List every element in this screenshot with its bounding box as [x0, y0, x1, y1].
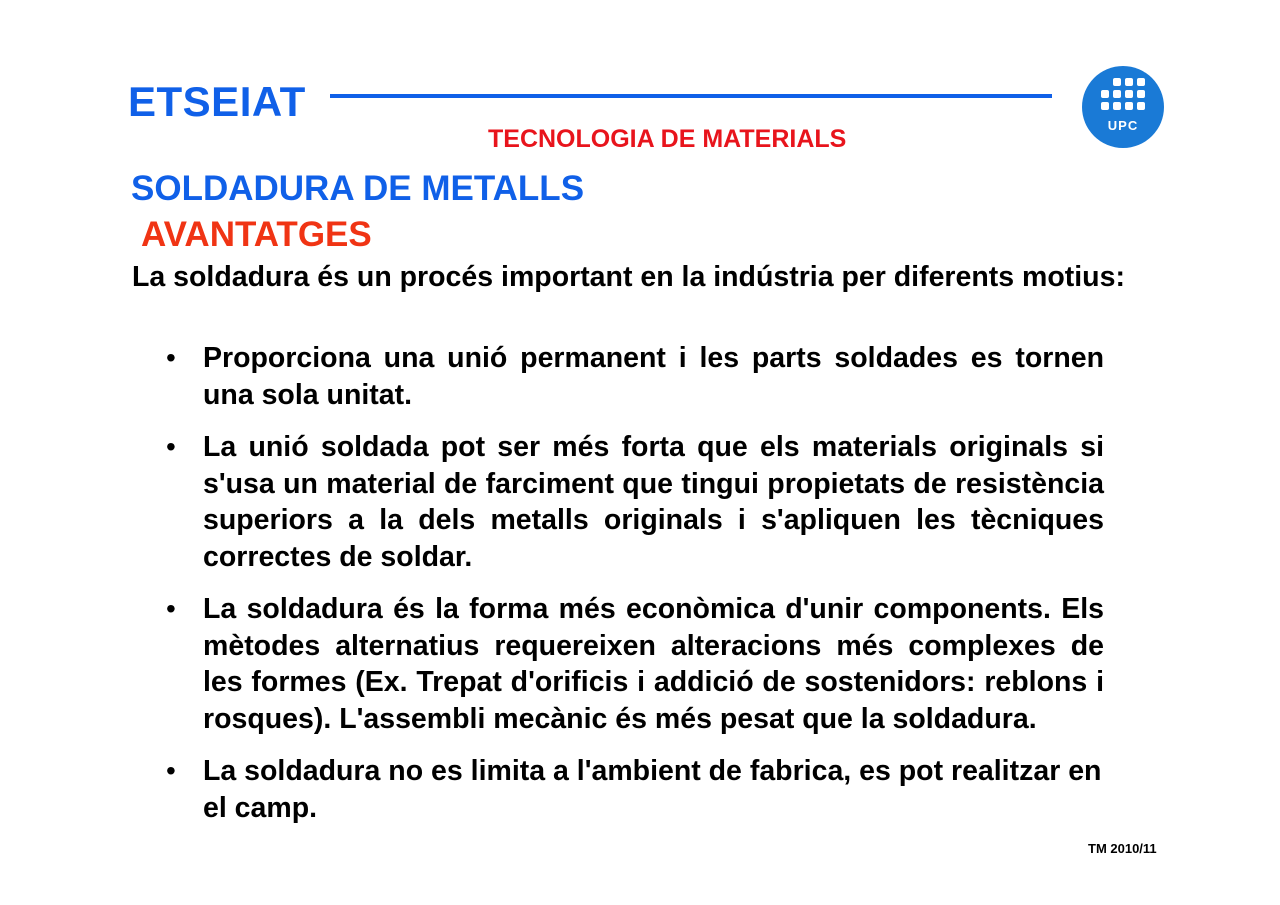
- bullet-icon: •: [166, 342, 176, 373]
- footer-label: TM 2010/11: [1088, 841, 1157, 856]
- list-item-text: La soldadura no es limita a l'ambient de fabrica, es pot realitzar en el camp.: [203, 755, 1102, 824]
- list-item-text: Proporciona una unió permanent i les parts soldades es tornen una sola unitat.: [203, 342, 1104, 411]
- list-item: [166, 340, 1104, 413]
- logo-dot-grid: [1101, 78, 1145, 114]
- header-rule: [330, 94, 1052, 98]
- bullet-icon: •: [166, 431, 176, 462]
- list-item: [166, 753, 1104, 826]
- upc-logo: [1082, 66, 1164, 148]
- advantages-list: [166, 340, 1104, 842]
- list-item: [166, 429, 1104, 575]
- bullet-icon: •: [166, 593, 176, 624]
- intro-paragraph: La soldadura és un procés important en la indústria per diferents motius:: [132, 261, 1125, 293]
- course-name: TECNOLOGIA DE MATERIALS: [488, 125, 847, 153]
- list-item-text: La unió soldada pot ser més forta que els materials originals si s'usa un material de farciment que tingui propietats de resistència superiors a la dels metalls originals i s'apliquen les tècniques correctes de soldar.: [203, 431, 1104, 573]
- slide-subtitle: AVANTATGES: [141, 215, 372, 254]
- brand-title: ETSEIAT: [128, 78, 306, 125]
- list-item: [166, 591, 1104, 737]
- logo-text: UPC: [1107, 118, 1139, 133]
- list-item-text: La soldadura és la forma més econòmica d'unir components. Els mètodes alternatius requereixen alteracions més complexes de les formes (Ex. Trepat d'orificis i addició de sostenidors: reblons i rosques). L'assembli mecànic és més pesat que la soldadura.: [203, 593, 1104, 735]
- bullet-icon: •: [166, 755, 176, 786]
- slide-title: SOLDADURA DE METALLS: [131, 169, 585, 208]
